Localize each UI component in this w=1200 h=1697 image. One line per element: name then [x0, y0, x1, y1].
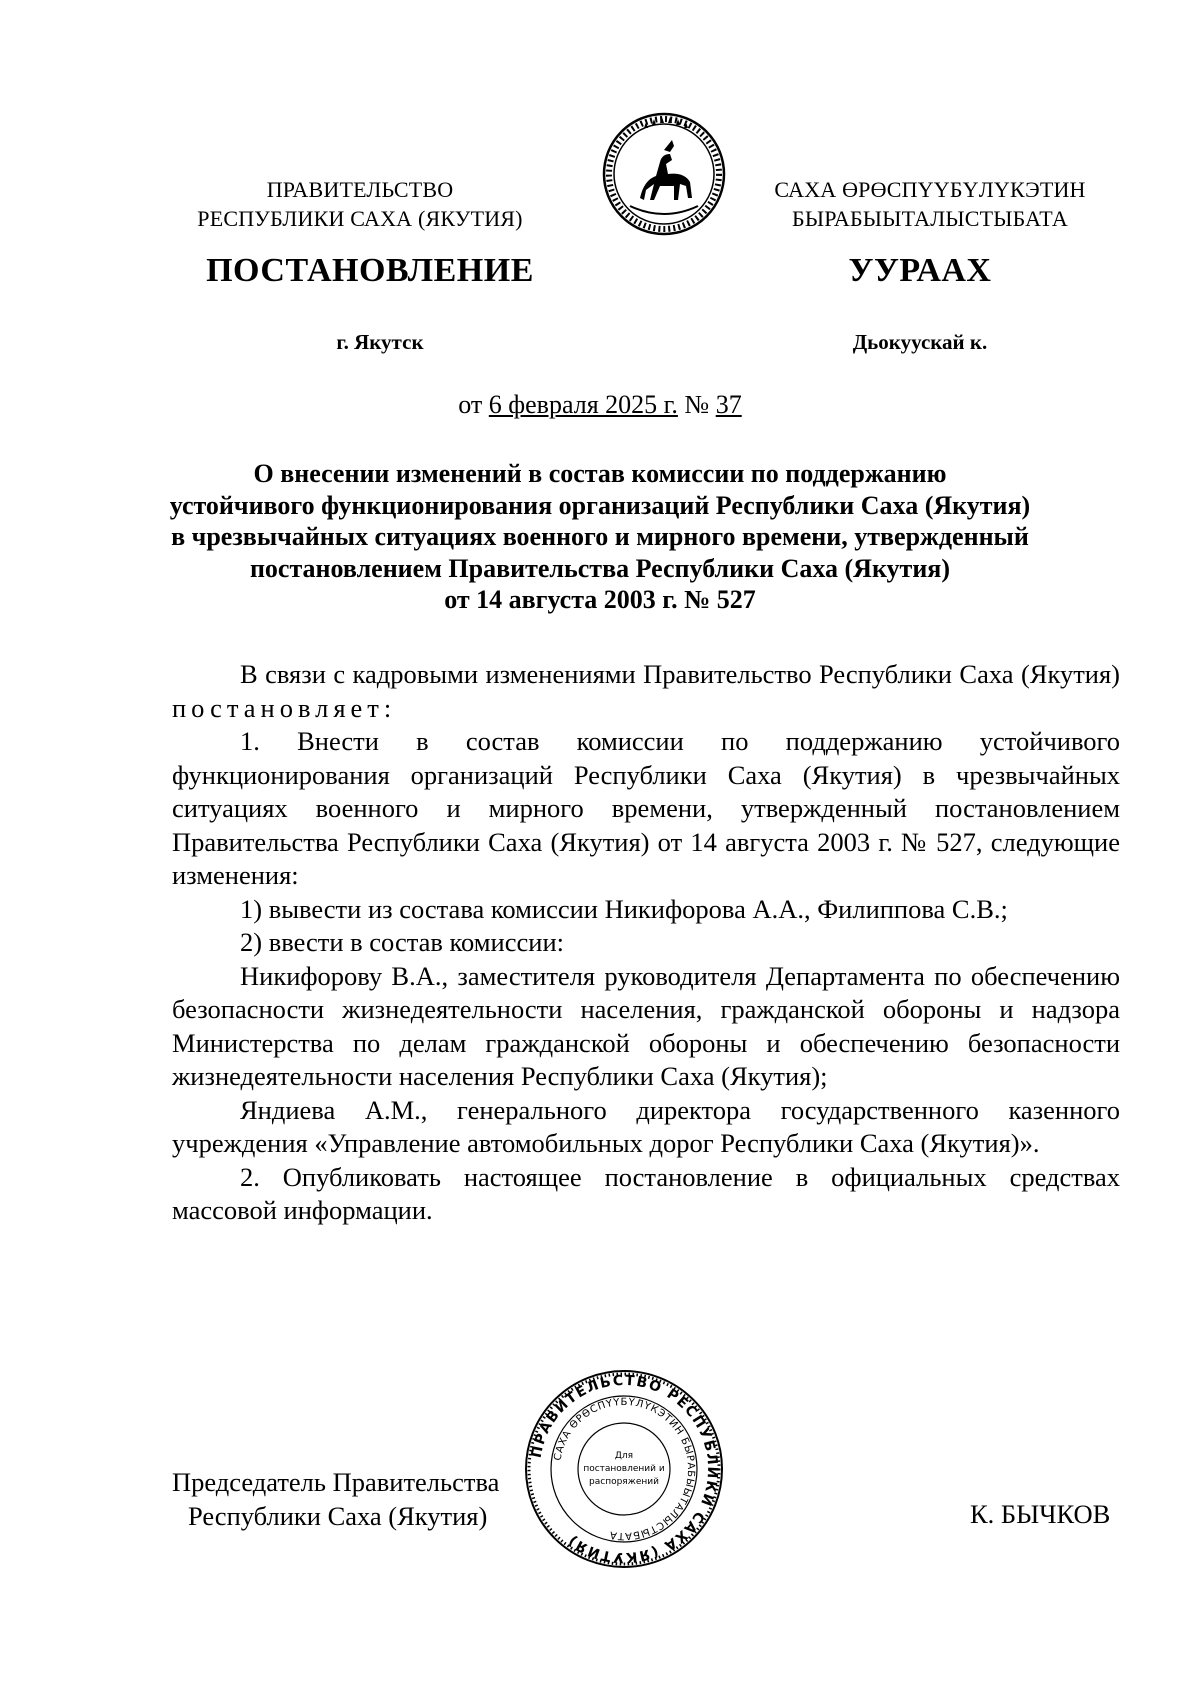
seal-inner-textpath: САХА ӨРӨСПҮҮБҮЛҮКЭТИН БЫРАБЫЫТАЛЫСТЫБАТА [552, 1396, 697, 1542]
header-right-line-2: БЫРАБЫЫТАЛЫСТЫБАТА [792, 206, 1068, 231]
header-right-line-1: САХА ӨРӨСПҮҮБҮЛҮКЭТИН [774, 177, 1086, 202]
document-date: 6 февраля 2025 г. [488, 390, 678, 419]
title-line-4: постановлением Правительства Республики Саха (Якутия) [249, 553, 951, 583]
signatory-position-line-1: Председатель Правительства [172, 1467, 500, 1497]
signatory-position-line-2: Республики Саха (Якутия) [188, 1501, 488, 1531]
intro-spaced-text: постановляет: [172, 692, 397, 723]
intro-paragraph [172, 658, 1120, 725]
seal-outer-textpath: ПРАВИТЕЛЬСТВО РЕСПУБЛИКИ САХА (ЯКУТИЯ) [528, 1372, 721, 1566]
title-line-3: в чрезвычайных ситуациях военного и мирного времени, утвержденный [171, 522, 1029, 551]
person-2-paragraph: Яндиева А.М., генерального директора государственного казенного учреждения «Управление автомобильных дорог Республики Саха (Якутия)». [172, 1094, 1120, 1158]
signatory-position [172, 1465, 499, 1533]
seal-center-line-2: постановлений и [583, 1464, 665, 1474]
item-1-paragraph: 1. Внести в состав комиссии по поддержанию устойчивого функционирования организаций Республики Саха (Якутия) в чрезвычайных ситуациях военного и мирного времени, утвержденный постановлением Правительства Республики Саха (Якутия) от 14 августа 2003 г. № 527, следующие изменения: [172, 726, 1120, 890]
city-left: г. Якутск [336, 330, 424, 354]
header-left-line-1: ПРАВИТЕЛЬСТВО [266, 177, 454, 202]
item-1-2-paragraph: 2) ввести в состав комиссии: [240, 927, 564, 957]
title-line-5: от 14 августа 2003 г. № 527 [444, 585, 756, 614]
doc-type-left: ПОСТАНОВЛЕНИЕ [206, 252, 534, 289]
date-prefix: от [458, 390, 489, 419]
item-1-1-paragraph: 1) вывести из состава комиссии Никифорова А.А., Филиппова С.В.; [240, 893, 1008, 924]
header-right-authority [740, 175, 1120, 233]
document-number: 37 [715, 390, 742, 419]
title-line-2: устойчивого функционирования организаций Республики Саха (Якутия) [169, 490, 1031, 520]
person-1-paragraph: Никифорову В.А., заместителя руководителя Департамента по обеспечению безопасности жизнедеятельности населения, гражданской обороны и надзора Министерства по делам гражданской обороны и обеспечению безопасности жизнедеятельности населения Республики Саха (Якутия); [172, 960, 1120, 1091]
seal-center-line-3: распоряжений [589, 1477, 659, 1487]
header-left-authority [170, 175, 550, 233]
date-line [170, 390, 1030, 420]
official-seal-icon [523, 1368, 725, 1570]
intro-text: В связи с кадровыми изменениями Правительство Республики Саха (Якутия) [240, 659, 1120, 689]
signatory-name: К. БЫЧКОВ [970, 1499, 1111, 1529]
doc-type-right: УУРААХ [848, 252, 992, 289]
city-right: Дьокуускай к. [852, 330, 988, 354]
document-title [160, 458, 1040, 616]
item-2-paragraph: 2. Опубликовать настоящее постановление в официальных средствах массовой информации. [172, 1161, 1120, 1225]
title-line-1: О внесении изменений в состав комиссии по поддержанию [253, 459, 947, 488]
header-left-line-2: РЕСПУБЛИКИ САХА (ЯКУТИЯ) [197, 206, 523, 231]
seal-center-line-1: Для [614, 1451, 634, 1461]
coat-of-arms-icon [600, 110, 728, 238]
number-prefix: № [677, 390, 716, 419]
document-body [172, 658, 1120, 1228]
